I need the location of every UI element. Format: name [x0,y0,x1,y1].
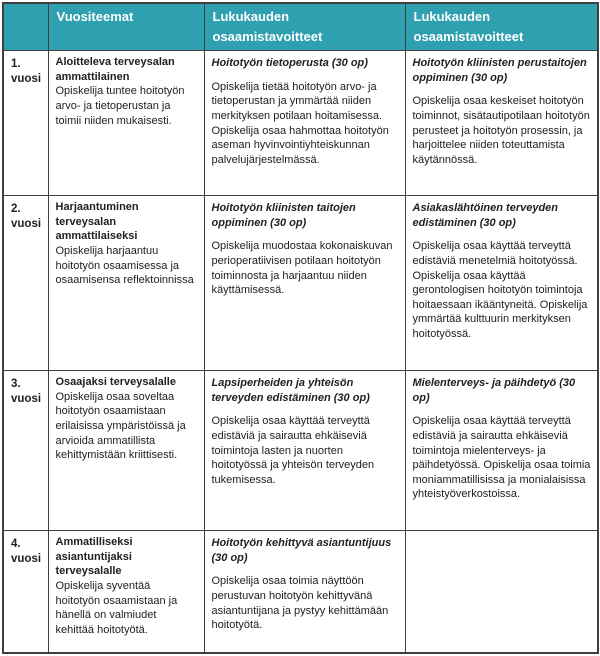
header-cell-year [3,3,48,51]
semester2-cell [405,51,598,196]
theme-title: Osaajaksi terveysalalle [55,376,176,388]
course-title: Hoitotyön kehittyvä asiantuntijuus (30 op) [211,537,392,564]
year-label: 1. vuosi [3,51,48,196]
theme-body: Opiskelija tuntee hoitotyön arvo- ja tietoperustan ja toimii niiden mukaisesti. [55,85,185,127]
header-cell-semester1-objectives: Lukukauden osaamistavoitteet [204,3,405,51]
theme-title: Harjaantuminen terveysalan ammattilaiseksi [55,201,139,243]
theme-cell [48,371,204,531]
course-title: Lapsiperheiden ja yhteisön terveyden edistäminen (30 op) [211,377,370,404]
course-body: Opiskelija osaa käyttää terveyttä edistäviä menetelmiä hoitotyössä. Opiskelija osaa käyttää gerontologisen hoitotyön toimintoja hoitaessaan ikääntyneitä. Opiskelija ymmärtää kulttuurin merkityksen hoitotyössä. [412,240,588,340]
theme-body: Opiskelija osaa soveltaa hoitotyön osaamistaan erilaisissa ympäristöissä ja arvioida ammatillista kehittymistään kriittisesti. [55,390,186,462]
year-label: 3. vuosi [3,371,48,531]
table-row-year2 [3,196,598,371]
theme-body: Opiskelija harjaantuu hoitotyön osaamisessa ja osaamisensa reflektoinnissa [55,244,194,287]
course-title: Hoitotyön kliinisten perustaitojen oppiminen (30 op) [412,57,587,84]
course-title: Asiakaslähtöinen terveyden edistäminen (30 op) [412,202,559,229]
semester1-cell [204,196,405,371]
header-row [3,3,598,51]
course-title: Hoitotyön kliinisten taitojen oppiminen (30 op) [211,202,356,229]
semester1-cell [204,51,405,196]
course-title: Mielenterveys- ja päihdetyö (30 op) [412,377,576,404]
course-body: Opiskelija osaa käyttää terveyttä edistäviä ja sairautta ehkäiseviä toimintoja lasten ja nuorten hoitotyössä ja yhteisön terveyden tukemisessa. [211,415,375,486]
header-cell-vuositeemat: Vuositeemat [48,3,204,51]
theme-title: Ammatilliseksi asiantuntijaksi terveysalalle [55,536,133,578]
course-body: Opiskelija osaa keskeiset hoitotyön toiminnot, sisätautipotilaan hoitotyön perusteet ja hoitotyön prosessin, ja harjoittelee niiden toteuttamista käytännössä. [412,95,590,166]
year-label: 4. vuosi [3,531,48,653]
course-body: Opiskelija osaa käyttää terveyttä edistäviä ja sairautta ehkäiseviä toimintoja mielenterveys- ja päihdetyössä. Opiskelija osaa toimia moniammatillisissa ja monialaisissa yhteistyöverkostoissa. [412,415,591,501]
course-body: Opiskelija osaa toimia näyttöön perustuvan hoitotyön kehittyvänä asiantuntijana ja pystyy kehittämään hoitotyötä. [211,575,389,632]
table-row-year1 [3,51,598,196]
header-cell-semester2-objectives: Lukukauden osaamistavoitteet [405,3,598,51]
semester1-cell [204,531,405,653]
year-label: 2. vuosi [3,196,48,371]
theme-body: Opiskelija syventää hoitotyön osaamistaan ja hänellä on valmiudet kehittää hoitotyötä. [55,579,178,636]
semester2-cell [405,196,598,371]
table-row-year3 [3,371,598,531]
theme-cell [48,51,204,196]
theme-cell [48,531,204,653]
semester2-cell [405,371,598,531]
semester2-cell-empty [405,531,598,653]
theme-cell [48,196,204,371]
table-row-year4 [3,531,598,653]
course-title: Hoitotyön tietoperusta (30 op) [211,57,368,69]
course-body: Opiskelija muodostaa kokonaiskuvan perioperatiivisen potilaan hoitotyön toiminnosta ja harjaantuu niiden käyttämisessä. [211,240,393,297]
course-body: Opiskelija tietää hoitotyön arvo- ja tietoperustan ja ymmärtää niiden merkityksen potilaan hoitamisessa. Opiskelija osaa hahmottaa hoitotyön aseman hyvinvointiyhteiskunnan palvelujärjestelmässä. [211,80,389,166]
curriculum-table [2,2,599,654]
theme-title: Aloitteleva terveysalan ammattilainen [55,56,175,83]
semester1-cell [204,371,405,531]
